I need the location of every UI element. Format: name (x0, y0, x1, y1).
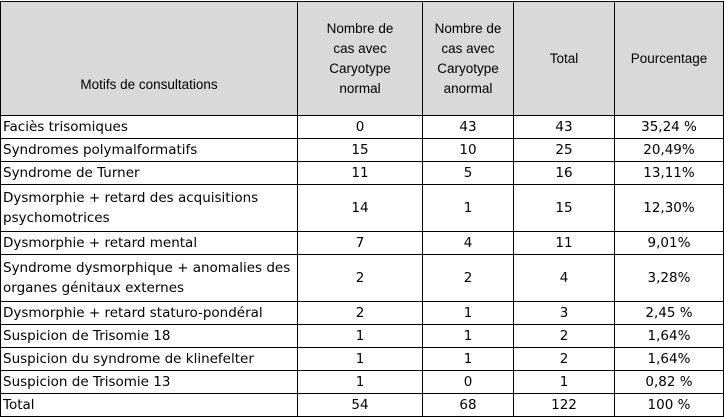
cell-pourcentage: 35,24 % (615, 116, 724, 139)
cell-motif: Faciès trisomiques (1, 116, 298, 139)
cell-normal: 15 (298, 139, 423, 162)
header-caryotype-normal (298, 2, 423, 116)
cell-pourcentage: 1,64% (615, 325, 724, 348)
table-row (1, 255, 724, 302)
table-row (1, 325, 724, 348)
header-total: Total (514, 2, 615, 116)
cell-total-total: 122 (514, 394, 615, 417)
header-normal-line: Caryotype (329, 60, 391, 76)
cell-normal: 2 (298, 255, 423, 302)
header-normal-line: cas avec (333, 40, 387, 56)
table-row (1, 162, 724, 185)
cell-anormal: 1 (423, 325, 514, 348)
cell-total: 1 (514, 371, 615, 394)
cell-normal: 0 (298, 116, 423, 139)
table-row (1, 185, 724, 232)
cell-total: 4 (514, 255, 615, 302)
cell-motif: Suspicion de Trisomie 18 (1, 325, 298, 348)
cell-total: 2 (514, 325, 615, 348)
cell-normal: 2 (298, 302, 423, 325)
header-anormal-line: cas avec (441, 40, 495, 56)
cell-motif: Syndrome dysmorphique + anomalies des organes génitaux externes (1, 255, 298, 302)
consultation-karyotype-table (0, 1, 724, 417)
cell-anormal: 5 (423, 162, 514, 185)
header-motifs-label: Motifs de consultations (80, 77, 218, 92)
table-row (1, 116, 724, 139)
header-normal-line: normal (339, 80, 381, 96)
cell-normal: 1 (298, 348, 423, 371)
header-anormal-line: Nombre de (434, 20, 502, 36)
cell-total: 43 (514, 116, 615, 139)
cell-anormal: 1 (423, 348, 514, 371)
header-pourcentage: Pourcentage (615, 2, 724, 116)
cell-anormal: 2 (423, 255, 514, 302)
table-header-row (1, 2, 724, 116)
header-motifs (1, 2, 298, 116)
cell-motif: Suspicion de Trisomie 13 (1, 371, 298, 394)
cell-pourcentage: 9,01% (615, 232, 724, 255)
cell-anormal: 1 (423, 185, 514, 232)
cell-total: 11 (514, 232, 615, 255)
cell-pourcentage: 0,82 % (615, 371, 724, 394)
header-anormal-line: Caryotype (437, 60, 499, 76)
cell-normal: 1 (298, 371, 423, 394)
cell-normal: 11 (298, 162, 423, 185)
cell-anormal: 10 (423, 139, 514, 162)
cell-total: 15 (514, 185, 615, 232)
table-row (1, 302, 724, 325)
cell-total-normal: 54 (298, 394, 423, 417)
cell-anormal: 0 (423, 371, 514, 394)
header-normal-line: Nombre de (326, 20, 394, 36)
cell-normal: 14 (298, 185, 423, 232)
cell-motif: Syndrome de Turner (1, 162, 298, 185)
cell-total: 3 (514, 302, 615, 325)
cell-motif: Dysmorphie + retard des acquisitions psychomotrices (1, 185, 298, 232)
cell-anormal: 43 (423, 116, 514, 139)
cell-normal: 7 (298, 232, 423, 255)
cell-total-pourcentage: 100 % (615, 394, 724, 417)
table-row (1, 232, 724, 255)
cell-anormal: 1 (423, 302, 514, 325)
cell-total: 25 (514, 139, 615, 162)
cell-pourcentage: 3,28% (615, 255, 724, 302)
cell-pourcentage: 20,49% (615, 139, 724, 162)
table-row (1, 139, 724, 162)
cell-pourcentage: 2,45 % (615, 302, 724, 325)
cell-pourcentage: 12,30% (615, 185, 724, 232)
table-row (1, 371, 724, 394)
cell-pourcentage: 1,64% (615, 348, 724, 371)
cell-normal: 1 (298, 325, 423, 348)
header-anormal-line: anormal (443, 80, 493, 96)
table-row (1, 348, 724, 371)
cell-pourcentage: 13,11% (615, 162, 724, 185)
cell-anormal: 4 (423, 232, 514, 255)
cell-motif: Dysmorphie + retard staturo-pondéral (1, 302, 298, 325)
cell-total-label: Total (1, 394, 298, 417)
cell-motif: Syndromes polymalformatifs (1, 139, 298, 162)
cell-motif: Suspicion du syndrome de klinefelter (1, 348, 298, 371)
header-caryotype-anormal (423, 2, 514, 116)
table-total-row (1, 394, 724, 417)
cell-total: 2 (514, 348, 615, 371)
cell-total: 16 (514, 162, 615, 185)
cell-motif: Dysmorphie + retard mental (1, 232, 298, 255)
cell-total-anormal: 68 (423, 394, 514, 417)
